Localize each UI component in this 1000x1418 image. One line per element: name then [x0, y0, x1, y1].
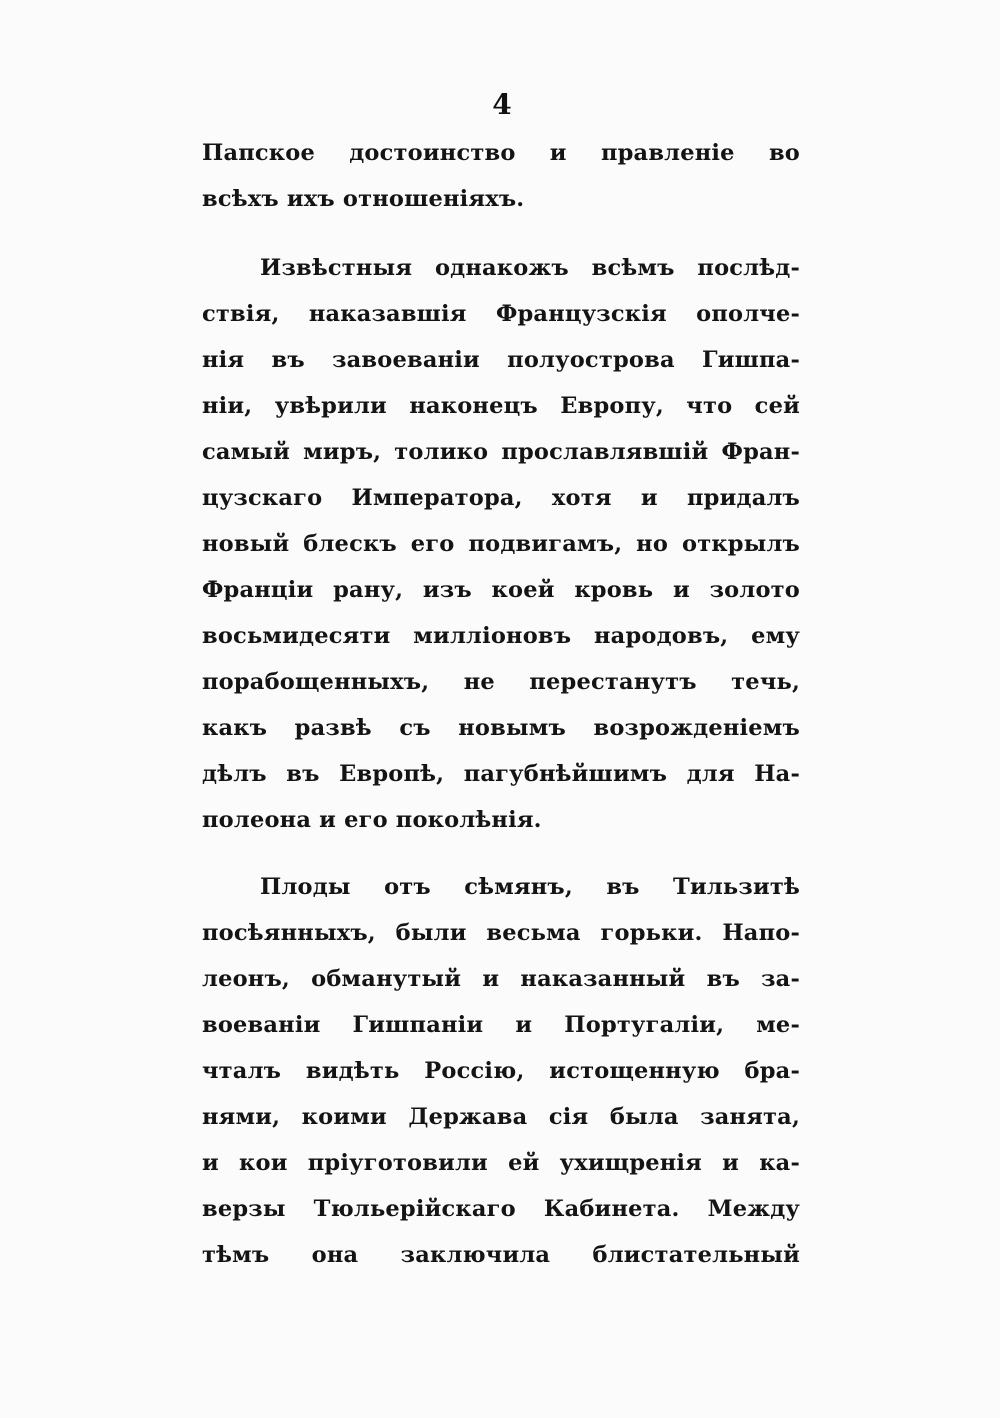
text-line: посѣянныхъ, были весьма горьки. Напо- [202, 920, 800, 946]
text-line: Папское достоинство и правленіе во [202, 140, 800, 166]
text-line: порабощенныхъ, не перестанутъ течь, [202, 669, 800, 695]
text-line: полеона и его поколѣнія. [202, 807, 542, 833]
paragraph-2 [202, 245, 800, 843]
text-line: Плоды отъ сѣмянъ, въ Тильзитѣ [260, 874, 800, 900]
page-number: 4 [492, 88, 512, 121]
text-line: самый миръ, толико прославлявшій Фран- [202, 439, 800, 465]
text-line: новый блескъ его подвигамъ, но открылъ [202, 531, 800, 557]
paragraph-3 [202, 864, 800, 1278]
text-line: Франціи рану, изъ коей кровь и золото [202, 577, 800, 603]
text-line: воеваніи Гишпаніи и Португаліи, ме- [202, 1012, 800, 1038]
text-line: чталъ видѣть Россію, истощенную бра- [202, 1058, 800, 1084]
text-line: и кои пріуготовили ей ухищренія и ка- [202, 1150, 800, 1176]
text-line: нія въ завоеваніи полуострова Гишпа- [202, 347, 800, 373]
text-line: Извѣстныя однакожъ всѣмъ послѣд- [260, 255, 800, 281]
text-line: верзы Тюльерійскаго Кабинета. Между [202, 1196, 800, 1222]
text-line: тѣмъ она заключила блистательный [202, 1242, 800, 1268]
text-line: цузскаго Императора, хотя и придалъ [202, 485, 800, 511]
text-line: восьмидесяти милліоновъ народовъ, ему [202, 623, 800, 649]
text-line: дѣлъ въ Европѣ, пагубнѣйшимъ для На- [202, 761, 800, 787]
paragraph-1 [202, 130, 800, 222]
text-line: какъ развѣ съ новымъ возрожденіемъ [202, 715, 800, 741]
text-line: ніи, увѣрили наконецъ Европу, что сей [202, 393, 800, 419]
text-line: всѣхъ ихъ отношеніяхъ. [202, 186, 525, 212]
text-line: ствія, наказавшія Французскія ополче- [202, 301, 800, 327]
text-line: леонъ, обманутый и наказанный въ за- [202, 966, 800, 992]
text-line: нями, коими Держава сія была занята, [202, 1104, 800, 1130]
